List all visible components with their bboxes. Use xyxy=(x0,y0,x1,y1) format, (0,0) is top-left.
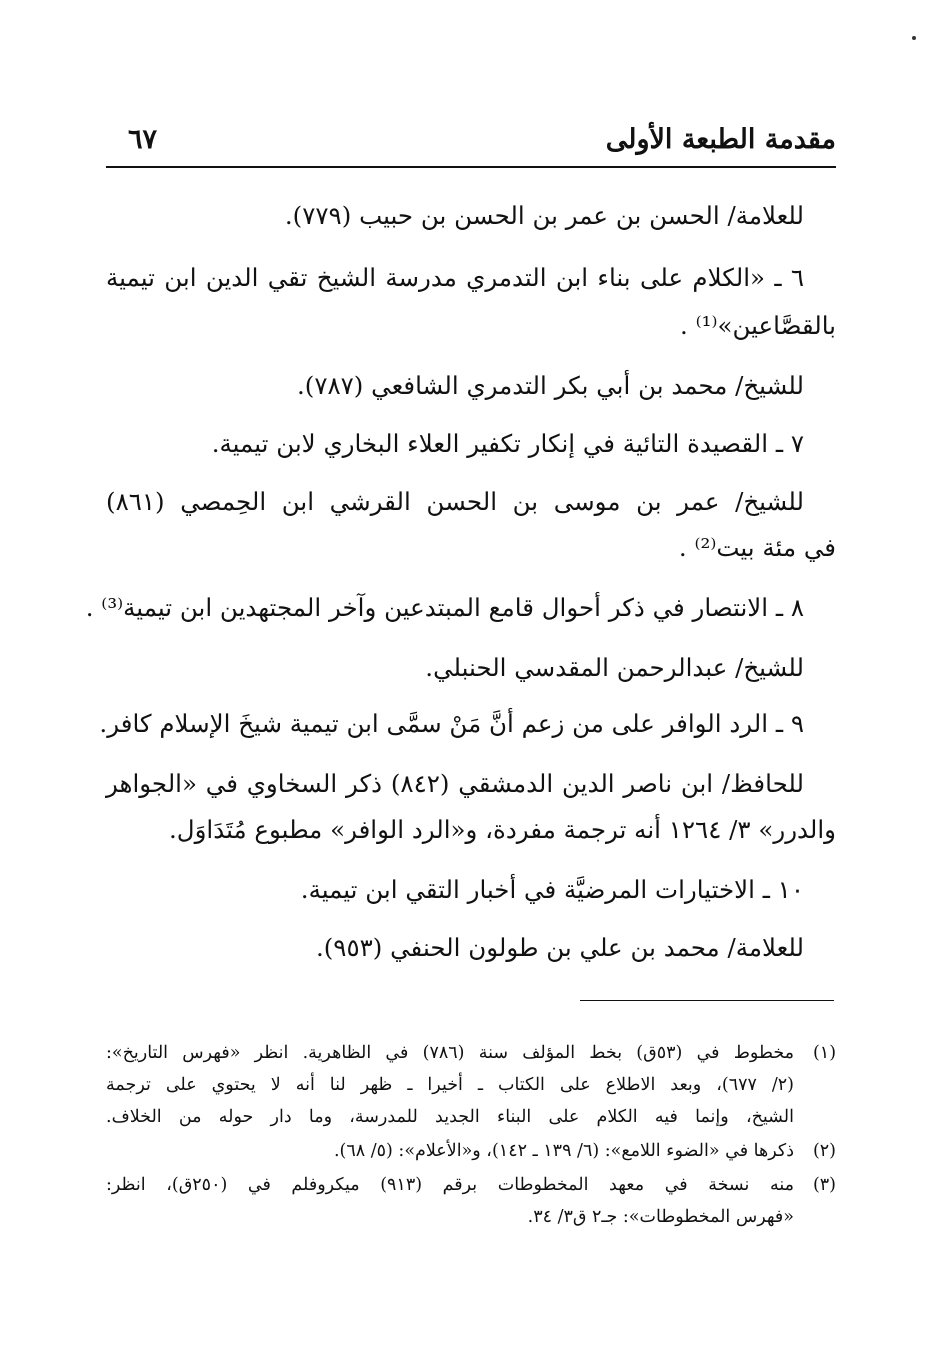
footnote-number: (٢) xyxy=(812,1141,836,1161)
footnote-line xyxy=(334,1138,836,1164)
text-line: للشيخ/ محمد بن أبي بكر التدمري الشافعي (٧٨٧). xyxy=(296,371,804,400)
text-line: للعلامة/ الحسن بن عمر بن الحسن بن حبيب (٧٧٩). xyxy=(284,201,804,230)
footnote-text: الشيخ، وإنما فيه الكلام على البناء الجديد للمدرسة، وما دار حوله من الخلاف. xyxy=(106,1107,794,1127)
footnote-number: (١) xyxy=(812,1043,837,1063)
text-line: في مئة بيت⁽²⁾ . xyxy=(678,533,836,562)
footnote-line xyxy=(106,1072,794,1098)
running-title: مقدمة الطبعة الأولى xyxy=(605,124,836,155)
footnote-separator xyxy=(580,1000,834,1001)
footnote-line xyxy=(106,1104,794,1130)
scan-speck xyxy=(912,36,916,40)
footnote-text: منه نسخة في معهد المخطوطات برقم (٩١٣) ميكروفلم في (٢٥٠ق)، انظر: xyxy=(106,1175,794,1195)
text-line: ١٠ ـ الاختيارات المرضيَّة في أخبار التقي ابن تيمية. xyxy=(300,875,804,904)
footnote-line xyxy=(106,1172,836,1198)
footnote-number: (٣) xyxy=(812,1175,836,1195)
page-number: ٦٧ xyxy=(128,124,158,155)
text-line: للحافظ/ ابن ناصر الدين الدمشقي (٨٤٢) ذكر السخاوي في «الجواهر xyxy=(106,769,805,798)
text-line: ٦ ـ «الكلام على بناء ابن التدمري مدرسة الشيخ تقي الدين ابن تيمية xyxy=(106,263,804,292)
text-line: ٨ ـ الانتصار في ذكر أحوال قامع المبتدعين وآخر المجتهدين ابن تيمية⁽³⁾ . xyxy=(85,593,804,622)
footnote-line xyxy=(528,1204,794,1230)
text-line: ٩ ـ الرد الوافر على من زعم أنَّ مَنْ سمَّى ابن تيمية شيخَ الإسلام كافر. xyxy=(99,709,804,738)
text-line: للشيخ/ عبدالرحمن المقدسي الحنبلي. xyxy=(425,653,804,682)
footnote-text: مخطوط في (٥٣ق) بخط المؤلف سنة (٧٨٦) في الظاهرية. انظر «فهرس التاريخ»: xyxy=(106,1043,795,1063)
text-line: للشيخ/ عمر بن موسى بن الحسن القرشي ابن الحِمصي (٨٦١) xyxy=(106,487,804,516)
footnote-text: «فهرس المخطوطات»: جـ٢ ق٣/ ٣٤. xyxy=(527,1207,794,1227)
footnote-text: (٢/ ٦٧٧)، وبعد الاطلاع على الكتاب ـ أخيرا ـ ظهر لنا أنه لا يحتوي على ترجمة xyxy=(106,1075,794,1095)
footnote-text: ذكرها في «الضوء اللامع»: (٦/ ١٣٩ ـ ١٤٢)، و«الأعلام»: (٥/ ٦٨). xyxy=(333,1141,794,1161)
text-line: بالقصَّاعين»⁽¹⁾ . xyxy=(680,311,836,340)
text-line: ٧ ـ القصيدة التائية في إنكار تكفير العلاء البخاري لابن تيمية. xyxy=(211,429,804,458)
text-line: والدرر» ٣/ ١٢٦٤ أنه ترجمة مفردة، و«الرد الوافر» مطبوع مُتَدَاوَل. xyxy=(169,815,836,844)
footnote-line xyxy=(106,1040,836,1066)
page-header xyxy=(106,118,836,168)
text-line: للعلامة/ محمد بن علي بن طولون الحنفي (٩٥٣). xyxy=(315,933,804,962)
